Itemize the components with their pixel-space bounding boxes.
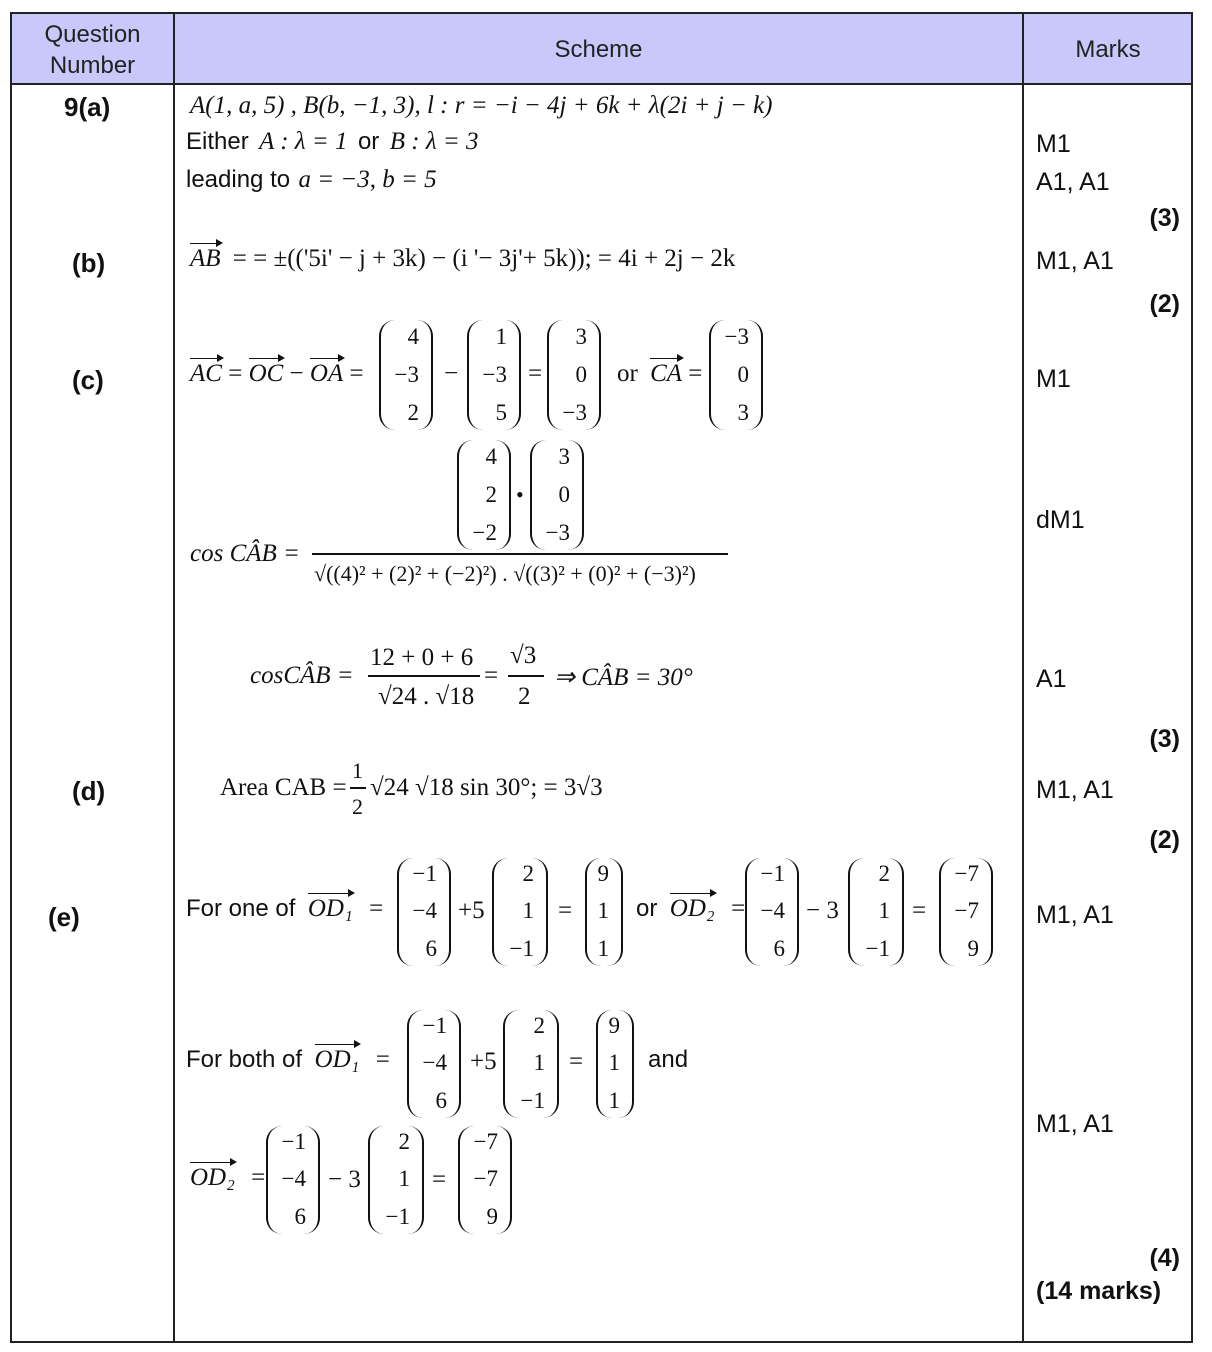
- part-a-mark-m1: M1: [1036, 130, 1071, 158]
- part-c-cos-label: cos CÂB =: [190, 540, 300, 567]
- vector-od1: OD₁: [307, 895, 353, 922]
- part-a-either: Either: [186, 128, 249, 155]
- question-label-c: (c): [72, 365, 104, 395]
- matrix-ca: −3 0 3: [709, 320, 763, 430]
- part-e-plus5: +5: [458, 897, 485, 924]
- matrix-od2: −7 −7 9: [939, 858, 993, 966]
- header-marks: Marks: [1075, 36, 1141, 63]
- matrix-a-point-2: −1 −4 6: [745, 858, 799, 966]
- matrix-ac-dot: 3 0 −3: [530, 440, 584, 550]
- part-c-two: 2: [518, 683, 531, 710]
- part-c-denominator-2: √24 . √18: [378, 683, 475, 710]
- matrix-a-point-4: −1 −4 6: [266, 1126, 320, 1234]
- matrix-oa: 1 −3 5: [467, 320, 521, 430]
- matrix-od2-both: −7 −7 9: [458, 1126, 512, 1234]
- matrix-a-point: −1 −4 6: [397, 858, 451, 966]
- matrix-od1-both: 9 1 1: [596, 1010, 634, 1118]
- part-c-mark-a1: A1: [1036, 665, 1067, 693]
- part-e-for-both: For both of: [186, 1046, 303, 1073]
- part-c-mark-dm1: dM1: [1036, 506, 1085, 534]
- question-label-d: (d): [72, 776, 106, 806]
- part-e-or: or: [636, 895, 658, 922]
- vector-ab: AB: [190, 245, 221, 272]
- part-c-denominator: √((4)² + (2)² + (−2)²) . √((3)² + (0)² + (−3)²): [314, 561, 696, 586]
- question-label-b: (b): [72, 248, 106, 278]
- part-d-total: (2): [1149, 826, 1180, 854]
- vector-ac: AC: [190, 360, 222, 387]
- part-a-given: A(1, a, 5) , B(b, −1, 3), l : r = −i − 4j + 6k + λ(2i + j − k): [190, 92, 773, 119]
- part-c-numerator: 12 + 0 + 6: [370, 644, 474, 671]
- part-e-for-one: For one of: [186, 895, 296, 922]
- vector-ca: CA: [650, 360, 683, 387]
- matrix-od1: 9 1 1: [585, 858, 623, 966]
- header-scheme: Scheme: [554, 36, 643, 63]
- matrix-ac: 3 0 −3: [547, 320, 601, 430]
- question-label-9a: 9(a): [64, 92, 111, 122]
- matrix-direction-4: 2 1 −1: [368, 1126, 424, 1234]
- vector-od2-both: OD₂: [190, 1164, 235, 1191]
- question-label-e: (e): [48, 902, 80, 932]
- header-question-number: Question Number: [44, 20, 141, 79]
- part-e-minus3: − 3: [806, 897, 839, 924]
- part-c-mark-m1: M1: [1036, 365, 1071, 393]
- part-e-mark-both: M1, A1: [1036, 1110, 1114, 1138]
- matrix-ab: 4 2 −2: [457, 440, 511, 550]
- vector-oa: OA: [309, 360, 344, 387]
- part-a-result: a = −3, b = 5: [298, 166, 437, 193]
- vector-od1-both: OD₁: [314, 1046, 360, 1073]
- part-e-and: and: [648, 1046, 689, 1073]
- part-c-root3: √3: [510, 642, 537, 669]
- vector-oc: OC: [248, 360, 284, 387]
- part-b-mark: M1, A1: [1036, 247, 1114, 275]
- part-b-total: (2): [1149, 290, 1180, 318]
- grand-total: (14 marks): [1036, 1277, 1162, 1305]
- part-a-lambda-b: B : λ = 3: [389, 128, 479, 155]
- part-a-or: or: [357, 128, 380, 155]
- part-a-mark-a1a1: A1, A1: [1036, 168, 1110, 196]
- matrix-direction-3: 2 1 −1: [503, 1010, 559, 1118]
- part-c-total: (3): [1149, 725, 1180, 753]
- column-divider: [173, 12, 175, 1343]
- part-a-leading: leading to: [186, 166, 291, 193]
- part-d-frac-den: 2: [352, 794, 363, 819]
- part-e-mark-one: M1, A1: [1036, 901, 1114, 929]
- matrix-direction-2: 2 1 −1: [848, 858, 904, 966]
- part-a-total: (3): [1149, 204, 1180, 232]
- part-e-total: (4): [1149, 1244, 1180, 1272]
- part-c-angle: ⇒ CÂB = 30°: [554, 664, 693, 691]
- part-c-or: or: [617, 360, 638, 387]
- part-d-lhs: Area CAB =: [220, 774, 347, 801]
- part-a-lambda-a: A : λ = 1: [259, 128, 348, 155]
- part-d-mark: M1, A1: [1036, 776, 1114, 804]
- column-divider: [1022, 12, 1024, 1343]
- part-e-plus5-both: +5: [470, 1048, 497, 1075]
- part-d-frac-num: 1: [352, 758, 363, 783]
- part-b-working: = = ±(('5i' − j + 3k) − (i '− 3j'+ 5k)); = 4i + 2j − 2k: [232, 245, 736, 272]
- part-e-minus3-both: − 3: [328, 1166, 361, 1193]
- matrix-oc: 4 −3 2: [379, 320, 433, 430]
- part-d-rhs: √24 √18 sin 30°; = 3√3: [370, 774, 603, 801]
- part-c-cos-lhs: cosCÂB =: [250, 662, 354, 689]
- matrix-direction: 2 1 −1: [492, 858, 548, 966]
- vector-od2: OD₂: [669, 895, 715, 922]
- matrix-a-point-3: −1 −4 6: [407, 1010, 461, 1118]
